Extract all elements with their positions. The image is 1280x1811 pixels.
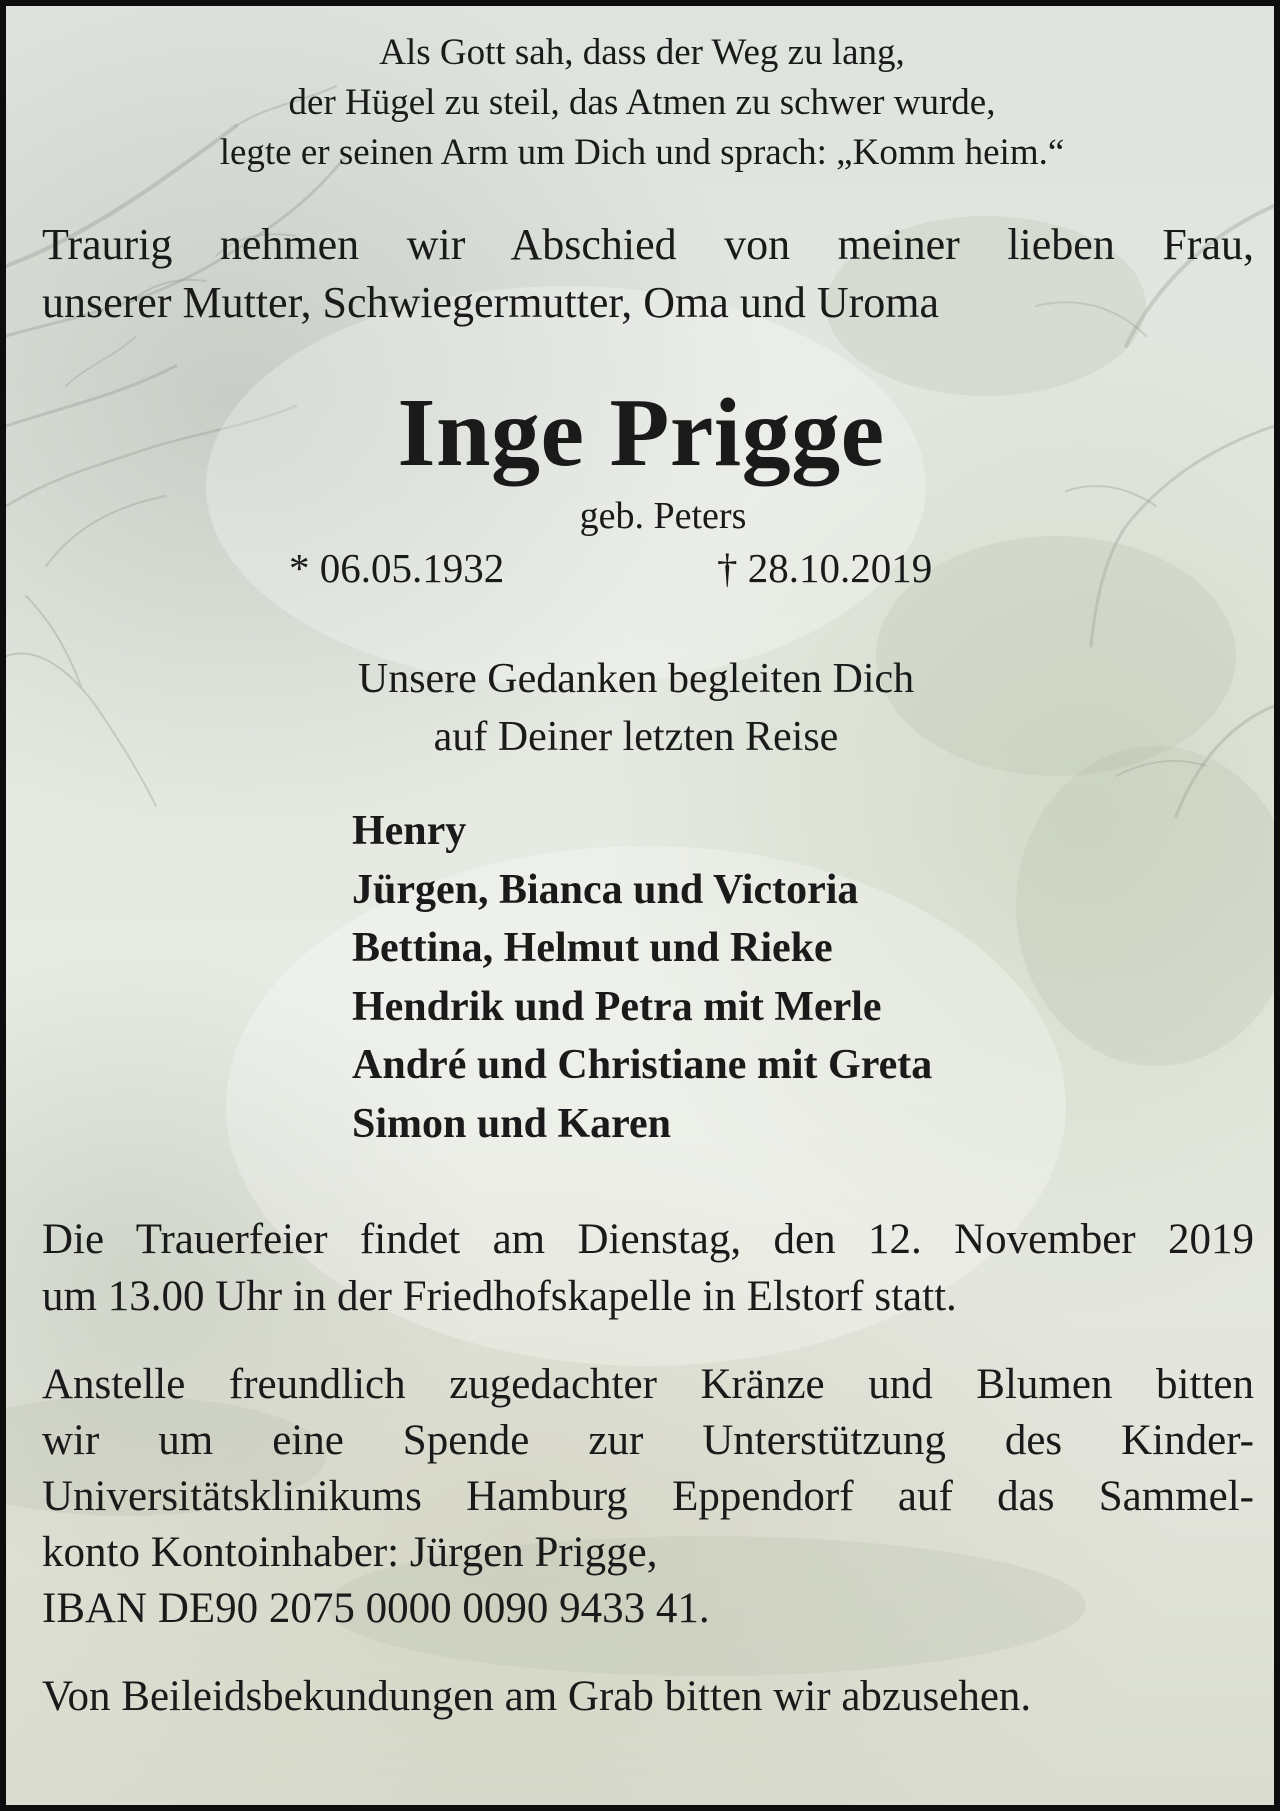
mourners-list — [42, 802, 1254, 1153]
maiden-name: geb. Peters — [579, 495, 747, 537]
donation-line: Universitätsklinikums Hamburg Eppendorf auf das Sammel- — [42, 1473, 1254, 1520]
mourner-entry: Bettina, Helmut und Rieke — [352, 925, 833, 971]
poem-line: Als Gott sah, dass der Weg zu lang, — [379, 32, 905, 73]
birth-date: * 06.05.1932 — [289, 545, 505, 591]
mourner-entry: Hendrik und Petra mit Merle — [352, 983, 882, 1030]
donation-line: konto Kontoinhaber: Jürgen Prigge, — [42, 1529, 658, 1576]
poem-line: der Hügel zu steil, das Atmen zu schwer wurde, — [288, 82, 996, 123]
mourner-entry: Henry — [352, 808, 467, 854]
death-date: † 28.10.2019 — [717, 545, 933, 591]
donation-request — [42, 1357, 1254, 1637]
poem-verse — [30, 6, 1254, 178]
poem-line: legte er seinen Arm um Dich und sprach: „Komm heim.“ — [219, 132, 1065, 173]
thoughts-line: Unsere Gedanken begleiten Dich — [357, 656, 915, 702]
condolence-note: Von Beileidsbekundungen am Grab bitten wir abzusehen. — [42, 1673, 1032, 1720]
donation-line: wir um eine Spende zur Unterstützung des Kinder- — [42, 1417, 1254, 1464]
farewell-intro — [42, 216, 1254, 332]
ceremony-line: um 13.00 Uhr in der Friedhofskapelle in Elstorf statt. — [42, 1273, 957, 1320]
thoughts-line: auf Deiner letzten Reise — [433, 714, 839, 760]
notice-content — [42, 6, 1254, 1725]
mourner-entry: André und Christiane mit Greta — [352, 1042, 933, 1088]
thoughts-verse — [18, 650, 1254, 766]
mourner-entry: Jürgen, Bianca und Victoria — [352, 866, 859, 913]
ceremony-line: Die Trauerfeier findet am Dienstag, den 12. November 2019 — [42, 1216, 1254, 1263]
donation-line: Anstelle freundlich zugedachter Kränze und Blumen bitten — [42, 1361, 1254, 1408]
life-dates — [42, 540, 1254, 596]
iban-line: IBAN DE90 2075 0000 0090 9433 41. — [42, 1585, 710, 1632]
deceased-name: Inge Prigge — [397, 379, 885, 487]
mourner-entry: Simon und Karen — [352, 1100, 671, 1147]
funeral-service-info — [42, 1211, 1254, 1325]
intro-line: unserer Mutter, Schwiegermutter, Oma und Uroma — [42, 278, 939, 327]
intro-line: Traurig nehmen wir Abschied von meiner lieben Frau, — [42, 220, 1254, 269]
